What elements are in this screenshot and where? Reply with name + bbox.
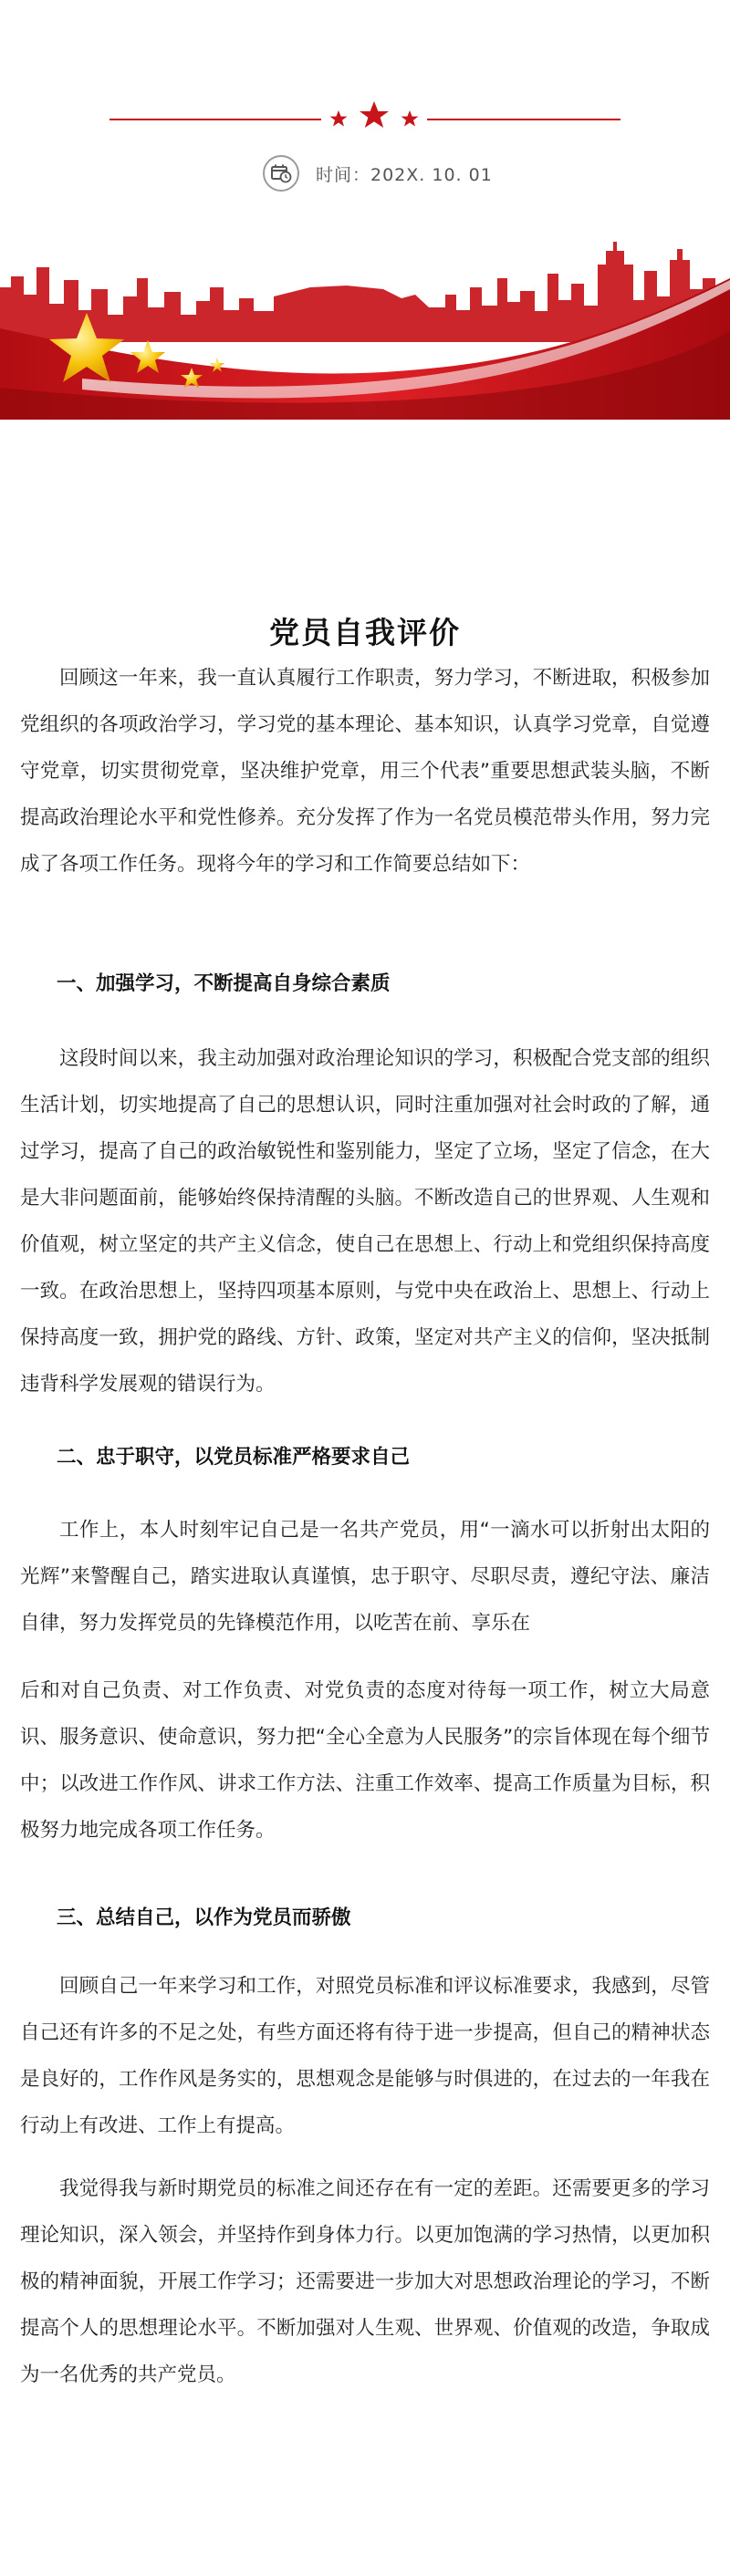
skyline-banner (0, 223, 730, 420)
paragraph-text: 回顾这一年来，我一直认真履行工作职责，努力学习，不断进取，积极参加党组织的各项政治学习，学习党的基本理论、基本知识，认真学习党章，自觉遵守党章，切实贯彻党章，坚决维护党章，用三个代表”重要思想武装头脑，不断提高政治理论水平和党性修养。充分发挥了作为一名党员模范带头作用，努力完成了各项工作任务。现将今年的学习和工作简要总结如下： (20, 667, 710, 876)
header-line-left (110, 119, 321, 120)
section-heading: 一、加强学习，不断提高自身综合素质 (57, 972, 391, 995)
small-star-icon (402, 110, 419, 127)
header-line-right (427, 119, 620, 120)
small-star-icon (330, 110, 348, 127)
header-stars-icon (324, 99, 424, 139)
paragraph-text: 我觉得我与新时期党员的标准之间还存在有一定的差距。还需要更多的学习理论知识，深入领会，并坚持作到身体力行。以更加饱满的学习热情，以更加积极的精神面貌，开展工作学习；还需要进一步加大对思想政治理论的学习，不断提高个人的思想理论水平。不断加强对人生观、世界观、价值观的改造，争取成为一名优秀的共产党员。 (20, 2177, 710, 2386)
time-label: 时间：202X. 10. 01 (316, 164, 493, 185)
section1-paragraph (20, 1035, 710, 1407)
large-star-icon (360, 101, 389, 128)
paragraph-text: 工作上，本人时刻牢记自己是一名共产党员，用“一滴水可以折射出太阳的光辉”来警醒自己，踏实进取认真谨慎，忠于职守、尽职尽责，遵纪守法、廉洁自律，努力发挥党员的先锋模范作用，以吃苦在前、享乐在 (20, 1519, 710, 1635)
section2-paragraph-b (20, 1667, 710, 1854)
section2-paragraph-a (20, 1507, 710, 1646)
paragraph-text: 这段时间以来，我主动加强对政治理论知识的学习，积极配合党支部的组织生活计划，切实地提高了自己的思想认识，同时注重加强对社会时政的了解，通过学习，提高了自己的政治敏锐性和鉴别能力，坚定了立场，坚定了信念，在大是大非问题面前，能够始终保持清醒的头脑。不断改造自己的世界观、人生观和价值观，树立坚定的共产主义信念，使自己在思想上、行动上和党组织保持高度一致。在政治思想上，坚持四项基本原则，与党中央在政治上、思想上、行动上保持高度一致，拥护党的路线、方针、政策，坚定对共产主义的信仰，坚决抵制违背科学发展观的错误行为。 (20, 1047, 710, 1396)
section3-paragraph-a (20, 1963, 710, 2149)
paragraph-text: 后和对自己负责、对工作负责、对党负责的态度对待每一项工作，树立大局意识、服务意识、使命意识，努力把“全心全意为人民服务”的宗旨体现在每个细节中；以改进工作作风、讲求工作方法、注重工作效率、提高工作质量为目标，积极努力地完成各项工作任务。 (20, 1679, 710, 1842)
section-heading: 三、总结自己，以作为党员而骄傲 (57, 1906, 351, 1929)
paragraph-text: 回顾自己一年来学习和工作，对照党员标准和评议标准要求，我感到，尽管自己还有许多的不足之处，有些方面还将有待于进一步提高，但自己的精神状态是良好的，工作作风是务实的，思想观念是能够与时俱进的，在过去的一年我在行动上有改进、工作上有提高。 (20, 1975, 710, 2137)
calendar-clock-icon (263, 155, 299, 192)
section-heading: 二、忠于职守，以党员标准严格要求自己 (57, 1446, 411, 1469)
section3-paragraph-b (20, 2166, 710, 2398)
time-row (263, 153, 493, 193)
page-title: 党员自我评价 (269, 615, 461, 650)
intro-paragraph (20, 655, 710, 888)
